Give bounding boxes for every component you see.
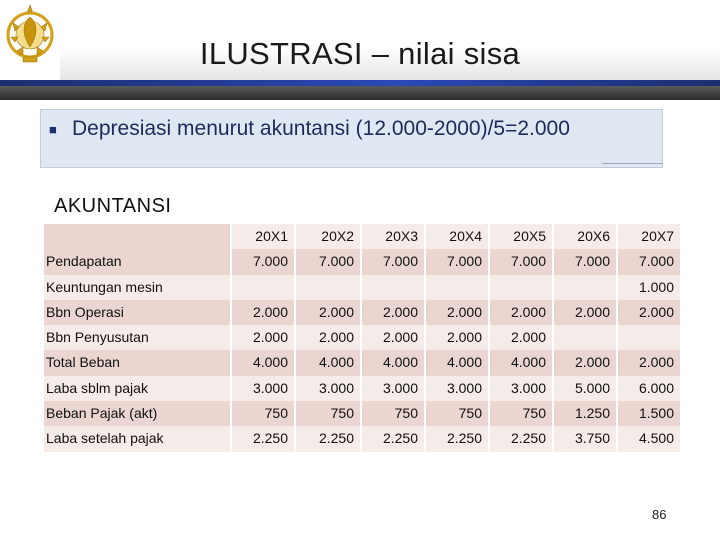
square-bullet-icon: ■ (49, 122, 57, 137)
table-cell: 1.500 (616, 401, 680, 426)
table-cell: 4.000 (294, 350, 360, 375)
table-cell: 3.000 (424, 376, 488, 401)
table-cell: 7.000 (488, 249, 552, 274)
table-cell: 4.000 (488, 350, 552, 375)
table-cell: 2.000 (552, 350, 616, 375)
table-cell: 5.000 (552, 376, 616, 401)
table-row (44, 325, 680, 350)
section-label: AKUNTANSI (54, 195, 172, 217)
table-cell: 7.000 (230, 249, 294, 274)
table-cell: 3.000 (488, 376, 552, 401)
table-row (44, 426, 680, 451)
page-number: 86 (652, 507, 667, 522)
table-cell: 2.000 (616, 350, 680, 375)
table-cell: 2.000 (616, 300, 680, 325)
column-header: 20X5 (488, 224, 552, 249)
table-cell: 2.000 (424, 300, 488, 325)
table-cell (616, 325, 680, 350)
table-cell: 750 (424, 401, 488, 426)
table-cell: 750 (294, 401, 360, 426)
table-cell: 1.000 (616, 275, 680, 300)
table-cell: 7.000 (424, 249, 488, 274)
table-cell: 2.250 (424, 426, 488, 451)
row-label: Pendapatan (44, 249, 230, 274)
table-cell: 2.000 (488, 300, 552, 325)
column-header: 20X3 (360, 224, 424, 249)
column-header: 20X2 (294, 224, 360, 249)
table-cell: 2.000 (294, 300, 360, 325)
note-box-underline (602, 163, 662, 164)
table-cell: 2.000 (552, 300, 616, 325)
header-blank-cell (44, 224, 230, 249)
table-cell: 7.000 (360, 249, 424, 274)
table-cell (488, 275, 552, 300)
table-cell: 4.000 (360, 350, 424, 375)
table-cell (294, 275, 360, 300)
table-cell: 750 (360, 401, 424, 426)
table-cell: 2.250 (360, 426, 424, 451)
table-cell: 4.500 (616, 426, 680, 451)
table-cell (552, 325, 616, 350)
column-header: 20X7 (616, 224, 680, 249)
table-cell: 2.000 (360, 325, 424, 350)
table-cell: 4.000 (424, 350, 488, 375)
note-text: Depresiasi menurut akuntansi (12.000-2000)/5=2.000 (72, 117, 570, 140)
table-cell: 7.000 (294, 249, 360, 274)
table-row (44, 401, 680, 426)
table-header-row (44, 224, 680, 249)
row-label: Laba setelah pajak (44, 426, 230, 451)
table-cell: 2.000 (424, 325, 488, 350)
row-label: Keuntungan mesin (44, 275, 230, 300)
table-cell: 2.250 (230, 426, 294, 451)
column-header: 20X1 (230, 224, 294, 249)
table-cell: 750 (488, 401, 552, 426)
slide-title: ILUSTRASI – nilai sisa (199, 36, 521, 71)
table-row (44, 275, 680, 300)
table-cell: 2.000 (294, 325, 360, 350)
table-row (44, 350, 680, 375)
row-label: Total Beban (44, 350, 230, 375)
table-cell: 2.000 (360, 300, 424, 325)
table-cell: 3.000 (230, 376, 294, 401)
table-cell: 6.000 (616, 376, 680, 401)
table-cell: 2.000 (488, 325, 552, 350)
table-cell (230, 275, 294, 300)
row-label: Beban Pajak (akt) (44, 401, 230, 426)
table-cell (552, 275, 616, 300)
table-row (44, 249, 680, 274)
table-cell: 3.000 (294, 376, 360, 401)
accounting-table (44, 224, 680, 452)
table-row (44, 376, 680, 401)
table-cell (424, 275, 488, 300)
table-cell: 2.250 (488, 426, 552, 451)
table-row (44, 300, 680, 325)
table-cell: 3.750 (552, 426, 616, 451)
table-cell: 7.000 (552, 249, 616, 274)
table-cell: 3.000 (360, 376, 424, 401)
table-cell: 750 (230, 401, 294, 426)
table-cell: 1.250 (552, 401, 616, 426)
university-seal-icon (3, 3, 57, 65)
table-cell: 2.000 (230, 325, 294, 350)
title-rule-dark (0, 86, 720, 100)
column-header: 20X6 (552, 224, 616, 249)
table-cell: 2.000 (230, 300, 294, 325)
table-cell: 2.250 (294, 426, 360, 451)
row-label: Laba sblm pajak (44, 376, 230, 401)
row-label: Bbn Operasi (44, 300, 230, 325)
row-label: Bbn Penyusutan (44, 325, 230, 350)
table-cell: 4.000 (230, 350, 294, 375)
column-header: 20X4 (424, 224, 488, 249)
table-cell: 7.000 (616, 249, 680, 274)
table-cell (360, 275, 424, 300)
